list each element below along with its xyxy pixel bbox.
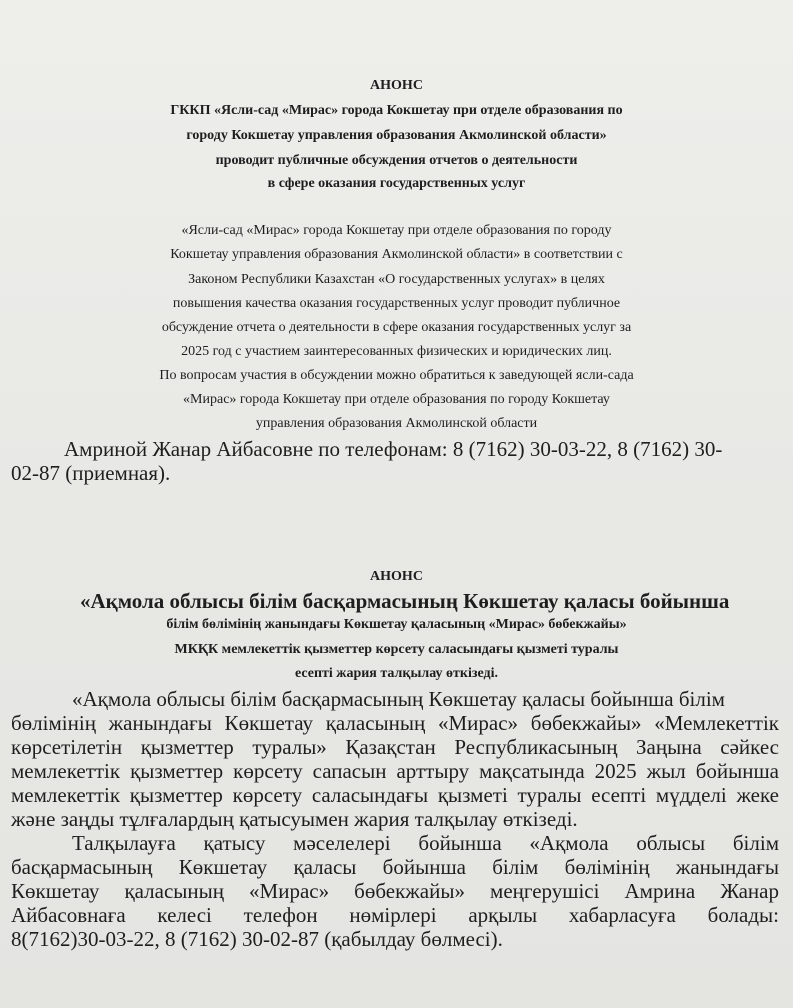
kz-body-line: басқармасының Көкшетау қаласы бойынша білім бөлімінің жанындағы [11,855,779,879]
kz-body-line: бөлімінің жанындағы Көкшетау қаласының «Мирас» бөбекжайы» «Мемлекеттік [11,711,779,735]
ru-heading-line: в сфере оказания государственных услуг [267,176,526,191]
ru-body-line: Амриной Жанар Айбасовне по телефонам: 8 (7162) 30-03-22, 8 (7162) 30- [64,437,723,461]
kz-body-line: Талқылауға қатысу мәселелері бойынша «Ақмола облысы білім [72,831,779,855]
ru-heading-line: проводит публичные обсуждения отчетов о деятельности [215,153,578,168]
kz-heading-line: есепті жария талқылау өткізеді. [294,666,499,681]
ru-body-line: обсуждение отчета о деятельности в сфере оказания государственных услуг за [161,320,632,335]
ru-heading-line: ГККП «Ясли-сад «Мирас» города Кокшетау при отделе образования по [170,103,623,118]
ru-body-line: 02-87 (приемная). [11,461,171,485]
kz-body-line: мемлекеттік қызметтер көрсету саласындағы қызметі туралы есепті мүдделі жеке [11,783,779,807]
ru-body-line: 2025 год с участием заинтересованных физических и юридических лиц. [181,344,612,359]
ru-heading-line: городу Кокшетау управления образования Акмолинской области» [186,128,607,143]
ru-body-line: «Ясли-сад «Мирас» города Кокшетау при отделе образования по городу [181,223,612,238]
ru-body-line: повышения качества оказания государственных услуг проводит публичное [172,296,621,311]
ru-body-line: Кокшетау управления образования Акмолинской области» в соответствии с [170,247,623,262]
kz-body-line: және заңды тұлғалардың қатысуымен жария талқылау өткізеді. [11,807,578,831]
kz-body-line: 8(7162)30-03-22, 8 (7162) 30-02-87 (қабылдау бөлмесі). [11,927,503,951]
ru-body-line: управления образования Акмолинской области [255,416,538,431]
kz-heading-line: МКҚК мемлекеттік қызметтер көрсету саласындағы қызметі туралы [174,642,619,657]
ru-body-line: «Мирас» города Кокшетау при отделе образования по городу Кокшетау [183,392,610,407]
kz-title: АНОНС [370,569,423,584]
kz-body-line: «Ақмола облысы білім басқармасының Көкшетау қаласы бойынша білім [72,687,725,711]
kz-body-line: көрсетілетін қызметтер туралы» Қазақстан Республикасының Заңына сәйкес [11,735,779,759]
ru-body-line: Законом Республики Казахстан «О государственных услугах» в целях [188,272,605,287]
kz-body-line: Айбасовнаға келесі телефон нөмірлері арқылы хабарласуға болады: [11,903,779,927]
ru-body-line: По вопросам участия в обсуждении можно обратиться к заведующей ясли-сада [159,368,634,383]
kz-heading-line: білім бөлімінің жанындағы Көкшетау қаласының «Мирас» бөбекжайы» [166,617,627,632]
ru-title: АНОНС [370,78,423,93]
kz-body-line: мемлекеттік қызметтер көрсету сапасын арттыру мақсатында 2025 жыл бойынша [11,759,779,783]
kz-heading-line: «Ақмола облысы білім басқармасының Көкшетау қаласы бойынша [80,589,730,613]
kz-body-line: Көкшетау қаласының «Мирас» бөбекжайы» меңгерушісі Амрина Жанар [11,879,779,903]
